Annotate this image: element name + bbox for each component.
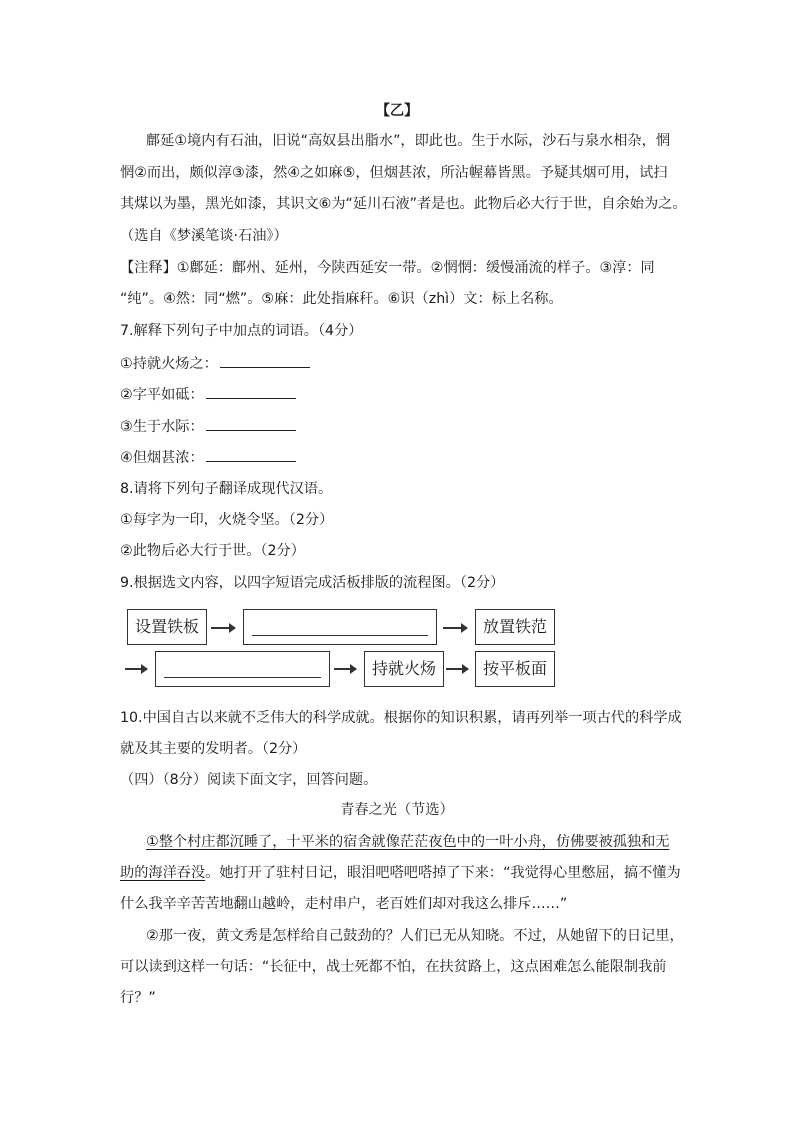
article-line: ②那一夜，黄文秀是怎样给自己鼓劲的？人们已无从知晓。不过，从她留下的日记里， — [146, 928, 684, 944]
flow-box: 设置铁板 — [127, 609, 207, 645]
article-line: 行？” — [120, 990, 156, 1006]
question-8-stem: 8.请将下列句子翻译成现代汉语。 — [120, 481, 333, 497]
question-7-item: ③生于水际： — [120, 416, 296, 437]
question-8-item: ①每字为一印，火烧令坚。（2分） — [120, 512, 334, 528]
flow-box: 按平板面 — [475, 651, 555, 687]
passage-line: 其煤以为墨，黑光如漆，其识文⑥为“延川石液”者是也。此物后必大行于世，自余始为之。 — [120, 196, 687, 212]
flow-arrow — [446, 668, 468, 670]
answer-blank[interactable] — [206, 416, 296, 431]
question-10-line: 10.中国自古以来就不乏伟大的科学成就。根据你的知识积累，请再列举一项古代的科学成 — [120, 710, 682, 726]
flow-box: 放置铁范 — [475, 609, 555, 645]
question-7-item: ②字平如砥： — [120, 384, 296, 405]
article-line: 助的海洋吞没。她打开了驻村日记，眼泪吧嗒吧嗒掉了下来：“我觉得心里憋屈，搞不懂为 — [120, 865, 681, 881]
part-4-intro: （四）（8分）阅读下面文字，回答问题。 — [120, 772, 378, 788]
question-10-line: 就及其主要的发明者。（2分） — [120, 741, 307, 757]
question-8-item: ②此物后必大行于世。（2分） — [120, 543, 305, 559]
question-7-item: ①持就火炀之： — [120, 353, 310, 374]
flow-blank-box[interactable] — [155, 651, 330, 687]
passage-line: 惘②而出，颇似淳③漆，然④之如麻⑤，但烟甚浓，所沾幄幕皆黑。予疑其烟可用，试扫 — [120, 165, 668, 181]
flow-arrow — [125, 668, 147, 670]
answer-blank[interactable] — [206, 447, 296, 462]
flow-blank-box[interactable] — [243, 609, 437, 645]
flow-arrow — [211, 627, 235, 629]
passage-line: 鄜延①境内有石油，旧说“高奴县出脂水”，即此也。生于水际，沙石与泉水相杂，惘 — [146, 133, 670, 149]
question-7-item: ④但烟甚浓： — [120, 447, 296, 468]
flow-box: 持就火炀 — [364, 651, 444, 687]
note-line: 【注释】①鄜延：鄜州、延州，今陕西延安一带。②惘惘：缓慢涌流的样子。③淳：同 — [120, 260, 655, 276]
article-line: ①整个村庄都沉睡了，十平米的宿舍就像茫茫夜色中的一叶小舟，仿佛要被孤独和无 — [146, 834, 670, 850]
article-line: 什么我辛辛苦苦地翻山越岭，走村串户，老百姓们却对我这么排斥……” — [120, 896, 568, 912]
passage-source: （选自《梦溪笔谈·石油》） — [120, 228, 288, 244]
question-9-stem: 9.根据选文内容，以四字短语完成活板排版的流程图。（2分） — [120, 575, 505, 591]
answer-blank[interactable] — [206, 384, 296, 399]
question-7-stem: 7.解释下列句子中加点的词语。（4分） — [120, 323, 363, 339]
heading-yi: 【乙】 — [375, 103, 419, 119]
note-line: “纯”。④然：同“燃”。⑤麻：此处指麻秆。⑥识（zhì）文：标上名称。 — [120, 291, 563, 307]
flow-arrow — [334, 668, 356, 670]
flow-arrow — [443, 627, 467, 629]
article-title: 青春之光（节选） — [340, 802, 454, 818]
answer-blank[interactable] — [220, 353, 310, 368]
article-line: 可以读到这样一句话：“长征中，战士死都不怕，在扶贫路上，这点困难怎么能限制我前 — [120, 959, 667, 975]
